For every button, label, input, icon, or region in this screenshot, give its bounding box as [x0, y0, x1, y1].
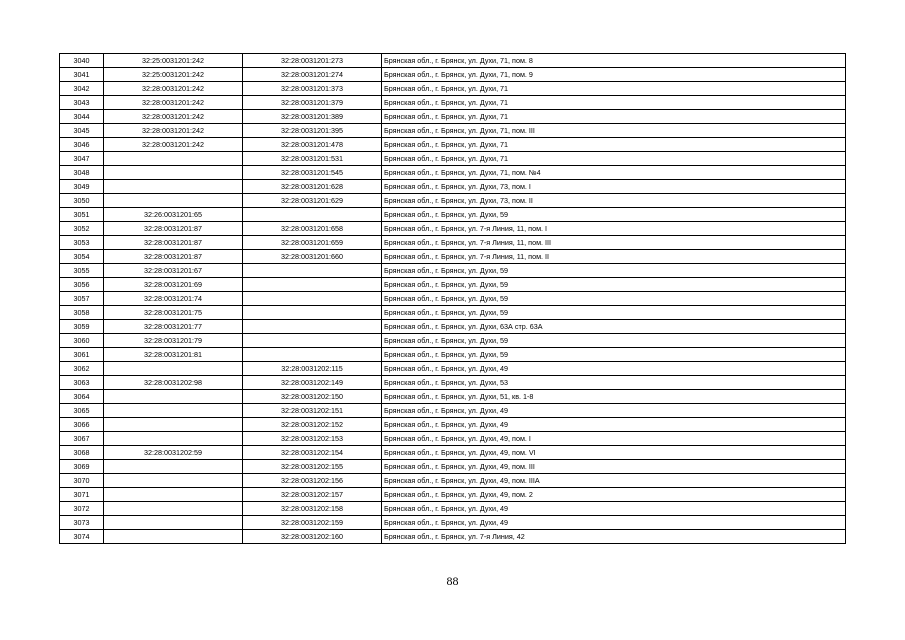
address-cell: Брянская обл., г. Брянск, ул. Духи, 49: [382, 362, 846, 376]
row-number-cell: 3054: [60, 250, 104, 264]
row-number-cell: 3045: [60, 124, 104, 138]
table-row: [60, 474, 846, 488]
table-row: [60, 530, 846, 544]
parcel-cadastral-number-cell: [104, 404, 243, 418]
table-row: [60, 68, 846, 82]
row-number-cell: 3062: [60, 362, 104, 376]
address-cell: Брянская обл., г. Брянск, ул. Духи, 73, пом. II: [382, 194, 846, 208]
row-number-cell: 3053: [60, 236, 104, 250]
page-number: 88: [446, 574, 459, 588]
row-number-cell: 3063: [60, 376, 104, 390]
row-number-cell: 3056: [60, 278, 104, 292]
object-cadastral-number-cell: [243, 334, 382, 348]
parcel-cadastral-number-cell: [104, 166, 243, 180]
object-cadastral-number-cell: [243, 348, 382, 362]
registry-table: [59, 53, 846, 544]
row-number-cell: 3059: [60, 320, 104, 334]
parcel-cadastral-number-cell: 32:28:0031201:242: [104, 124, 243, 138]
parcel-cadastral-number-cell: [104, 362, 243, 376]
row-number-cell: 3067: [60, 432, 104, 446]
parcel-cadastral-number-cell: [104, 488, 243, 502]
row-number-cell: 3050: [60, 194, 104, 208]
address-cell: Брянская обл., г. Брянск, ул. 7-я Линия, 11, пом. I: [382, 222, 846, 236]
table-row: [60, 390, 846, 404]
parcel-cadastral-number-cell: 32:28:0031201:242: [104, 82, 243, 96]
address-cell: Брянская обл., г. Брянск, ул. Духи, 71, пом. 8: [382, 54, 846, 68]
table-row: [60, 432, 846, 446]
parcel-cadastral-number-cell: 32:28:0031201:74: [104, 292, 243, 306]
object-cadastral-number-cell: 32:28:0031202:152: [243, 418, 382, 432]
parcel-cadastral-number-cell: [104, 194, 243, 208]
parcel-cadastral-number-cell: 32:28:0031201:67: [104, 264, 243, 278]
row-number-cell: 3046: [60, 138, 104, 152]
table-row: [60, 96, 846, 110]
row-number-cell: 3061: [60, 348, 104, 362]
table-row: [60, 124, 846, 138]
object-cadastral-number-cell: [243, 306, 382, 320]
table-row: [60, 138, 846, 152]
table-row: [60, 54, 846, 68]
address-cell: Брянская обл., г. Брянск, ул. Духи, 49, пом. I: [382, 432, 846, 446]
parcel-cadastral-number-cell: 32:28:0031201:242: [104, 110, 243, 124]
parcel-cadastral-number-cell: [104, 502, 243, 516]
table-row: [60, 320, 846, 334]
parcel-cadastral-number-cell: [104, 516, 243, 530]
object-cadastral-number-cell: 32:28:0031202:150: [243, 390, 382, 404]
table-row: [60, 488, 846, 502]
parcel-cadastral-number-cell: 32:28:0031201:79: [104, 334, 243, 348]
table-row: [60, 292, 846, 306]
address-cell: Брянская обл., г. Брянск, ул. Духи, 59: [382, 334, 846, 348]
registry-table-body: [60, 54, 846, 544]
object-cadastral-number-cell: 32:28:0031202:151: [243, 404, 382, 418]
table-row: [60, 250, 846, 264]
address-cell: Брянская обл., г. Брянск, ул. Духи, 49: [382, 404, 846, 418]
object-cadastral-number-cell: 32:28:0031201:395: [243, 124, 382, 138]
table-row: [60, 180, 846, 194]
address-cell: Брянская обл., г. Брянск, ул. Духи, 73, пом. I: [382, 180, 846, 194]
object-cadastral-number-cell: 32:28:0031201:531: [243, 152, 382, 166]
object-cadastral-number-cell: 32:28:0031201:273: [243, 54, 382, 68]
address-cell: Брянская обл., г. Брянск, ул. 7-я Линия, 11, пом. III: [382, 236, 846, 250]
row-number-cell: 3055: [60, 264, 104, 278]
address-cell: Брянская обл., г. Брянск, ул. Духи, 59: [382, 292, 846, 306]
table-row: [60, 194, 846, 208]
object-cadastral-number-cell: 32:28:0031202:115: [243, 362, 382, 376]
parcel-cadastral-number-cell: [104, 432, 243, 446]
parcel-cadastral-number-cell: 32:25:0031201:242: [104, 68, 243, 82]
parcel-cadastral-number-cell: [104, 390, 243, 404]
table-row: [60, 376, 846, 390]
row-number-cell: 3049: [60, 180, 104, 194]
table-row: [60, 82, 846, 96]
row-number-cell: 3047: [60, 152, 104, 166]
parcel-cadastral-number-cell: 32:28:0031201:81: [104, 348, 243, 362]
address-cell: Брянская обл., г. Брянск, ул. Духи, 71, пом. III: [382, 124, 846, 138]
table-row: [60, 208, 846, 222]
parcel-cadastral-number-cell: [104, 180, 243, 194]
row-number-cell: 3040: [60, 54, 104, 68]
object-cadastral-number-cell: 32:28:0031201:628: [243, 180, 382, 194]
address-cell: Брянская обл., г. Брянск, ул. Духи, 51, кв. 1-8: [382, 390, 846, 404]
table-row: [60, 362, 846, 376]
object-cadastral-number-cell: 32:28:0031202:155: [243, 460, 382, 474]
table-row: [60, 334, 846, 348]
address-cell: Брянская обл., г. Брянск, ул. Духи, 63А стр. 63А: [382, 320, 846, 334]
object-cadastral-number-cell: 32:28:0031202:153: [243, 432, 382, 446]
object-cadastral-number-cell: [243, 208, 382, 222]
object-cadastral-number-cell: 32:28:0031202:154: [243, 446, 382, 460]
address-cell: Брянская обл., г. Брянск, ул. Духи, 59: [382, 348, 846, 362]
address-cell: Брянская обл., г. Брянск, ул. Духи, 49: [382, 516, 846, 530]
table-row: [60, 418, 846, 432]
parcel-cadastral-number-cell: [104, 460, 243, 474]
parcel-cadastral-number-cell: 32:28:0031201:242: [104, 96, 243, 110]
row-number-cell: 3042: [60, 82, 104, 96]
table-row: [60, 222, 846, 236]
object-cadastral-number-cell: 32:28:0031202:156: [243, 474, 382, 488]
parcel-cadastral-number-cell: 32:28:0031201:242: [104, 138, 243, 152]
document-page: [59, 53, 846, 544]
table-row: [60, 460, 846, 474]
object-cadastral-number-cell: 32:28:0031201:478: [243, 138, 382, 152]
parcel-cadastral-number-cell: [104, 152, 243, 166]
object-cadastral-number-cell: 32:28:0031201:658: [243, 222, 382, 236]
parcel-cadastral-number-cell: 32:25:0031201:242: [104, 54, 243, 68]
address-cell: Брянская обл., г. Брянск, ул. Духи, 59: [382, 208, 846, 222]
table-row: [60, 152, 846, 166]
address-cell: Брянская обл., г. Брянск, ул. Духи, 71, пом. №4: [382, 166, 846, 180]
table-row: [60, 306, 846, 320]
object-cadastral-number-cell: 32:28:0031201:274: [243, 68, 382, 82]
object-cadastral-number-cell: 32:28:0031201:660: [243, 250, 382, 264]
object-cadastral-number-cell: 32:28:0031201:629: [243, 194, 382, 208]
table-row: [60, 446, 846, 460]
table-row: [60, 236, 846, 250]
row-number-cell: 3071: [60, 488, 104, 502]
parcel-cadastral-number-cell: 32:28:0031201:87: [104, 236, 243, 250]
object-cadastral-number-cell: 32:28:0031202:158: [243, 502, 382, 516]
object-cadastral-number-cell: 32:28:0031202:149: [243, 376, 382, 390]
object-cadastral-number-cell: 32:28:0031202:160: [243, 530, 382, 544]
row-number-cell: 3065: [60, 404, 104, 418]
table-row: [60, 502, 846, 516]
parcel-cadastral-number-cell: [104, 474, 243, 488]
parcel-cadastral-number-cell: 32:28:0031201:77: [104, 320, 243, 334]
address-cell: Брянская обл., г. Брянск, ул. Духи, 49: [382, 502, 846, 516]
row-number-cell: 3064: [60, 390, 104, 404]
object-cadastral-number-cell: 32:28:0031201:659: [243, 236, 382, 250]
address-cell: Брянская обл., г. Брянск, ул. Духи, 49, пом. IIIА: [382, 474, 846, 488]
table-row: [60, 516, 846, 530]
address-cell: Брянская обл., г. Брянск, ул. Духи, 71: [382, 138, 846, 152]
address-cell: Брянская обл., г. Брянск, ул. Духи, 71: [382, 152, 846, 166]
row-number-cell: 3043: [60, 96, 104, 110]
address-cell: Брянская обл., г. Брянск, ул. 7-я Линия, 11, пом. II: [382, 250, 846, 264]
row-number-cell: 3069: [60, 460, 104, 474]
parcel-cadastral-number-cell: 32:28:0031201:75: [104, 306, 243, 320]
table-row: [60, 110, 846, 124]
address-cell: Брянская обл., г. Брянск, ул. Духи, 59: [382, 264, 846, 278]
parcel-cadastral-number-cell: 32:28:0031202:98: [104, 376, 243, 390]
row-number-cell: 3051: [60, 208, 104, 222]
address-cell: Брянская обл., г. Брянск, ул. Духи, 71: [382, 82, 846, 96]
parcel-cadastral-number-cell: 32:28:0031202:59: [104, 446, 243, 460]
address-cell: Брянская обл., г. Брянск, ул. Духи, 49, пом. 2: [382, 488, 846, 502]
parcel-cadastral-number-cell: 32:26:0031201:65: [104, 208, 243, 222]
parcel-cadastral-number-cell: 32:28:0031201:87: [104, 250, 243, 264]
address-cell: Брянская обл., г. Брянск, ул. Духи, 49, пом. III: [382, 460, 846, 474]
address-cell: Брянская обл., г. Брянск, ул. Духи, 71: [382, 96, 846, 110]
row-number-cell: 3052: [60, 222, 104, 236]
object-cadastral-number-cell: 32:28:0031202:159: [243, 516, 382, 530]
address-cell: Брянская обл., г. Брянск, ул. 7-я Линия, 42: [382, 530, 846, 544]
object-cadastral-number-cell: 32:28:0031201:545: [243, 166, 382, 180]
address-cell: Брянская обл., г. Брянск, ул. Духи, 49: [382, 418, 846, 432]
address-cell: Брянская обл., г. Брянск, ул. Духи, 71, пом. 9: [382, 68, 846, 82]
object-cadastral-number-cell: [243, 292, 382, 306]
table-row: [60, 404, 846, 418]
object-cadastral-number-cell: 32:28:0031202:157: [243, 488, 382, 502]
parcel-cadastral-number-cell: [104, 418, 243, 432]
object-cadastral-number-cell: [243, 320, 382, 334]
row-number-cell: 3070: [60, 474, 104, 488]
row-number-cell: 3048: [60, 166, 104, 180]
row-number-cell: 3057: [60, 292, 104, 306]
address-cell: Брянская обл., г. Брянск, ул. Духи, 59: [382, 278, 846, 292]
table-row: [60, 166, 846, 180]
row-number-cell: 3068: [60, 446, 104, 460]
object-cadastral-number-cell: 32:28:0031201:389: [243, 110, 382, 124]
parcel-cadastral-number-cell: 32:28:0031201:69: [104, 278, 243, 292]
object-cadastral-number-cell: 32:28:0031201:373: [243, 82, 382, 96]
row-number-cell: 3066: [60, 418, 104, 432]
table-row: [60, 348, 846, 362]
address-cell: Брянская обл., г. Брянск, ул. Духи, 49, пом. VI: [382, 446, 846, 460]
object-cadastral-number-cell: [243, 278, 382, 292]
row-number-cell: 3072: [60, 502, 104, 516]
object-cadastral-number-cell: [243, 264, 382, 278]
parcel-cadastral-number-cell: [104, 530, 243, 544]
object-cadastral-number-cell: 32:28:0031201:379: [243, 96, 382, 110]
table-row: [60, 278, 846, 292]
row-number-cell: 3060: [60, 334, 104, 348]
row-number-cell: 3058: [60, 306, 104, 320]
row-number-cell: 3074: [60, 530, 104, 544]
row-number-cell: 3073: [60, 516, 104, 530]
parcel-cadastral-number-cell: 32:28:0031201:87: [104, 222, 243, 236]
address-cell: Брянская обл., г. Брянск, ул. Духи, 53: [382, 376, 846, 390]
row-number-cell: 3044: [60, 110, 104, 124]
row-number-cell: 3041: [60, 68, 104, 82]
address-cell: Брянская обл., г. Брянск, ул. Духи, 59: [382, 306, 846, 320]
address-cell: Брянская обл., г. Брянск, ул. Духи, 71: [382, 110, 846, 124]
table-row: [60, 264, 846, 278]
